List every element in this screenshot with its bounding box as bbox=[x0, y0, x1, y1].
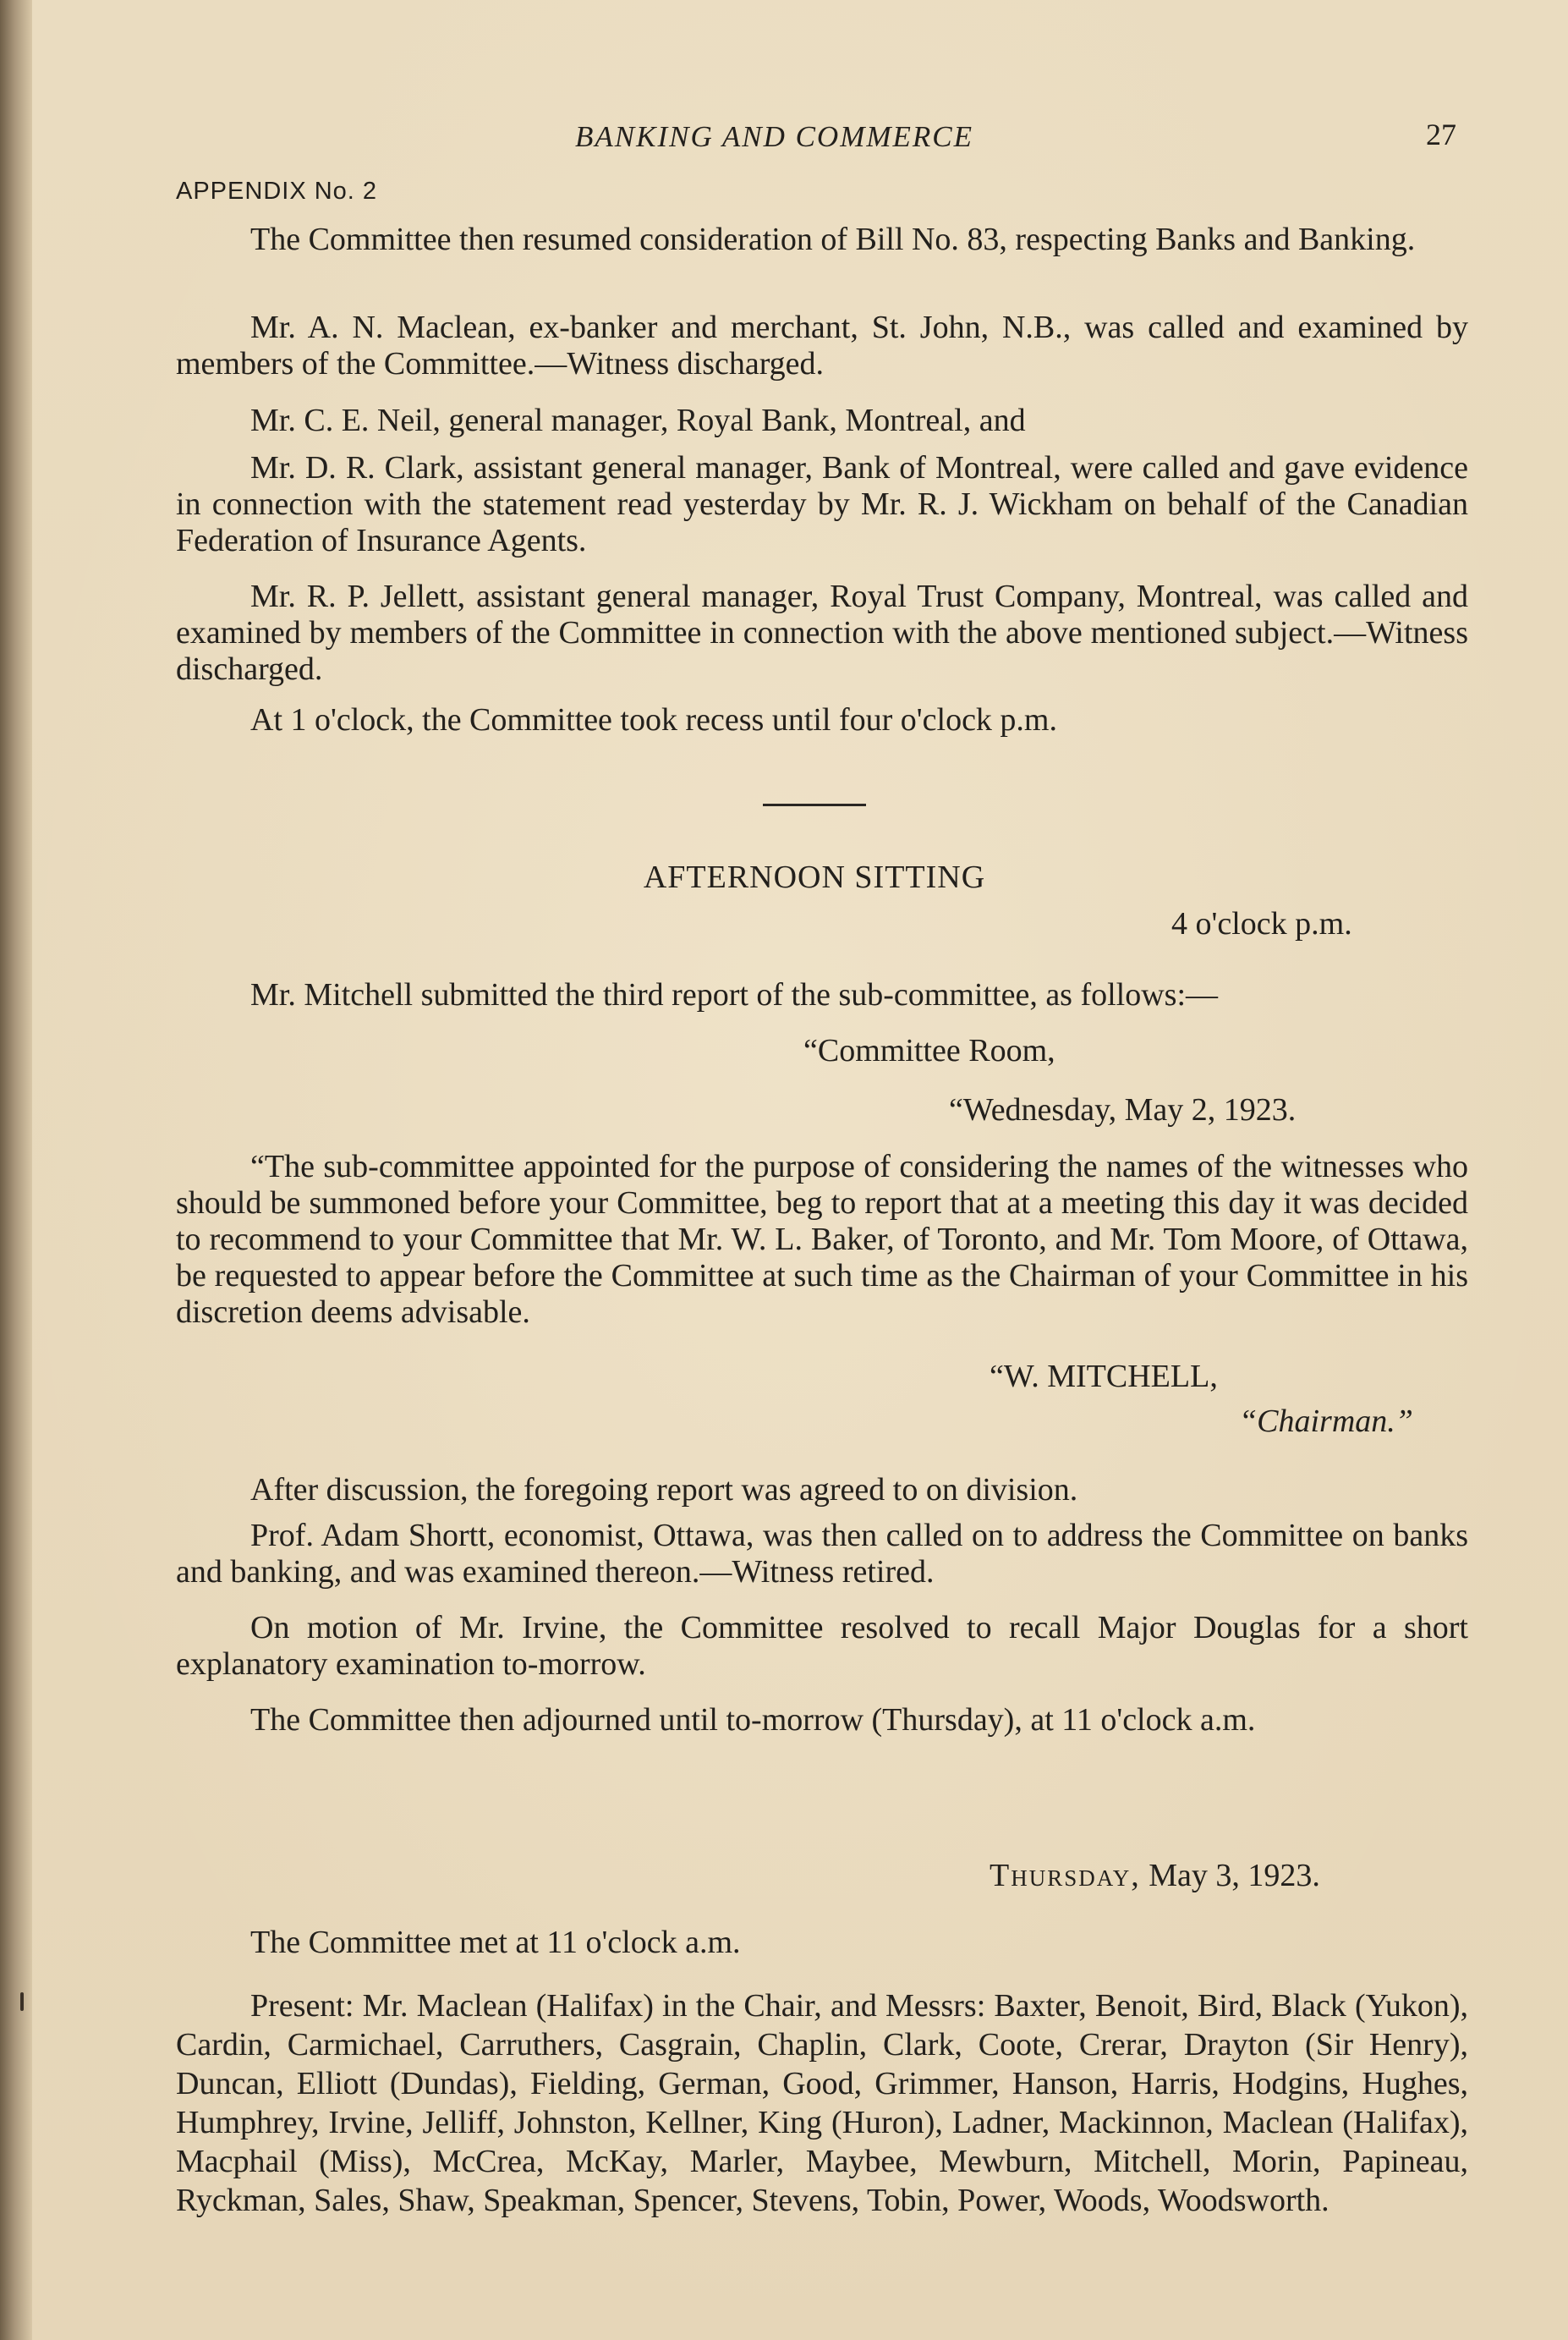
afternoon-time: 4 o'clock p.m. bbox=[1171, 906, 1352, 942]
page-number: 27 bbox=[1426, 118, 1456, 151]
paragraph-shortt: Prof. Adam Shortt, economist, Ottawa, was then called on to address the Committee on banks and banking, and was examined thereon.—Witness retired. bbox=[176, 1518, 1468, 1590]
report-date: “Wednesday, May 2, 1923. bbox=[949, 1092, 1297, 1128]
report-signatory: “W. MITCHELL, bbox=[990, 1359, 1218, 1394]
paragraph-committee-met: The Committee met at 11 o'clock a.m. bbox=[250, 1925, 741, 1960]
paragraph-report-agreed: After discussion, the foregoing report was agreed to on division. bbox=[250, 1472, 1078, 1508]
report-body: “The sub-committee appointed for the purpose of considering the names of the witnesses who should be summoned before your Committee, beg to report that at a meeting this day it was decided to recommend to your Committee that Mr. W. L. Baker, of Toronto, and Mr. Tom Moore, of Ottawa, be requested to appear before the Committee at such time as the Chairman of your Committee in his discretion deems advisable. bbox=[176, 1149, 1468, 1330]
section-divider bbox=[763, 804, 866, 806]
paragraph-jellett: Mr. R. P. Jellett, assistant general manager, Royal Trust Company, Montreal, was called and examined by members of the Committee in connection with the above mentioned subject.—Witness discharged. bbox=[176, 579, 1468, 687]
book-spine-shadow bbox=[0, 0, 32, 2340]
paragraph-recall-douglas: On motion of Mr. Irvine, the Committee resolved to recall Major Douglas for a short explanatory examination to-morrow. bbox=[176, 1610, 1468, 1682]
thursday-dateline bbox=[990, 1857, 1320, 1894]
thursday-day: Thursday, bbox=[990, 1858, 1141, 1893]
paragraph-resumed-consideration: The Committee then resumed consideration of Bill No. 83, respecting Banks and Banking. bbox=[250, 222, 1416, 257]
spine-mark bbox=[20, 1992, 24, 2011]
afternoon-sitting-heading: AFTERNOON SITTING bbox=[643, 860, 986, 895]
running-title: BANKING AND COMMERCE bbox=[575, 120, 974, 153]
thursday-date: May 3, 1923. bbox=[1149, 1858, 1320, 1893]
appendix-label: APPENDIX No. 2 bbox=[176, 178, 378, 205]
report-signatory-title: “Chairman.” bbox=[1239, 1403, 1413, 1439]
paragraph-recess: At 1 o'clock, the Committee took recess until four o'clock p.m. bbox=[250, 702, 1057, 738]
paragraph-maclean-examined: Mr. A. N. Maclean, ex-banker and merchant, St. John, N.B., was called and examined by members of the Committee.—Witness discharged. bbox=[176, 310, 1468, 382]
paragraph-members-present: Present: Mr. Maclean (Halifax) in the Chair, and Messrs: Baxter, Benoit, Bird, Black (Yukon), Cardin, Carmichael, Carruthers, Casgrain, Chaplin, Clark, Coote, Crerar, Drayton (Sir Henry), Duncan, Elliott (Dundas), Fielding, German, Good, Grimmer, Hanson, Harris, Hodgins, Hughes, Humphrey, Irvine, Jelliff, Johnston, Kellner, King (Huron), Ladner, Mackinnon, Maclean (Halifax), Macphail (Miss), McCrea, McKay, Marler, Maybee, Mewburn, Mitchell, Morin, Papineau, Ryckman, Sales, Shaw, Speakman, Spencer, Stevens, Tobin, Power, Woods, Woodsworth. bbox=[176, 1988, 1468, 2218]
paragraph-clark-evidence: Mr. D. R. Clark, assistant general manager, Bank of Montreal, were called and gave evidence in connection with the statement read yesterday by Mr. R. J. Wickham on behalf of the Canadian Federation of Insurance Agents. bbox=[176, 450, 1468, 558]
paragraph-mitchell-report: Mr. Mitchell submitted the third report of the sub-committee, as follows:— bbox=[250, 977, 1219, 1013]
paragraph-neil: Mr. C. E. Neil, general manager, Royal Bank, Montreal, and bbox=[250, 403, 1026, 438]
paragraph-adjourned: The Committee then adjourned until to-morrow (Thursday), at 11 o'clock a.m. bbox=[250, 1702, 1256, 1738]
report-place: “Committee Room, bbox=[803, 1033, 1055, 1068]
